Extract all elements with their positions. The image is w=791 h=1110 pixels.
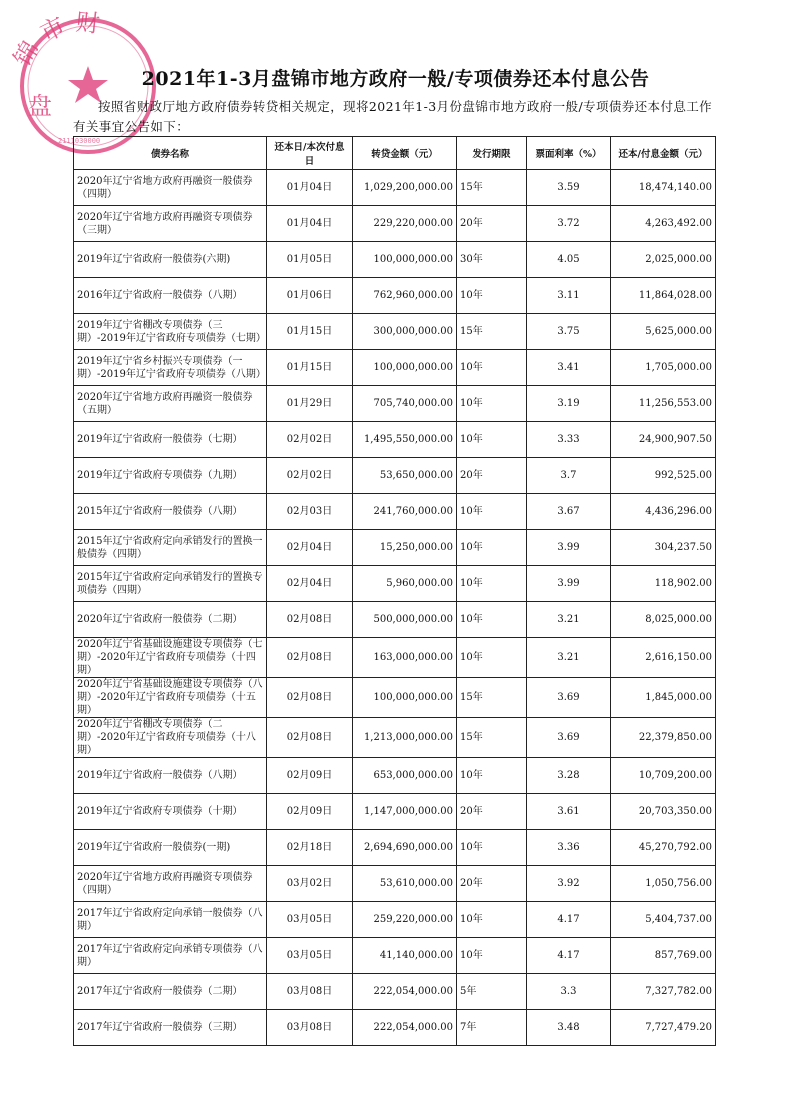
cell-rate: 3.48 [527, 1010, 611, 1046]
cell-bond-name: 2019年辽宁省政府一般债券（八期） [74, 758, 267, 794]
cell-date: 02月04日 [267, 530, 353, 566]
cell-bond-name: 2020年辽宁省地方政府再融资专项债券（三期） [74, 206, 267, 242]
cell-term: 5年 [457, 974, 527, 1010]
cell-payment: 5,625,000.00 [611, 314, 716, 350]
cell-date: 01月04日 [267, 170, 353, 206]
cell-payment: 18,474,140.00 [611, 170, 716, 206]
cell-payment: 5,404,737.00 [611, 902, 716, 938]
table-row [74, 278, 716, 314]
cell-payment: 11,864,028.00 [611, 278, 716, 314]
cell-rate: 3.99 [527, 566, 611, 602]
cell-term: 10年 [457, 830, 527, 866]
cell-bond-name: 2015年辽宁省政府一般债券（八期） [74, 494, 267, 530]
cell-payment: 1,050,756.00 [611, 866, 716, 902]
cell-rate: 3.72 [527, 206, 611, 242]
cell-term: 15年 [457, 314, 527, 350]
cell-date: 01月15日 [267, 350, 353, 386]
cell-payment: 857,769.00 [611, 938, 716, 974]
table-row [74, 974, 716, 1010]
cell-amount: 163,000,000.00 [353, 638, 457, 678]
header-amount: 转贷金额（元） [353, 137, 457, 170]
cell-term: 10年 [457, 350, 527, 386]
cell-amount: 100,000,000.00 [353, 242, 457, 278]
cell-payment: 11,256,553.00 [611, 386, 716, 422]
cell-date: 01月04日 [267, 206, 353, 242]
cell-amount: 259,220,000.00 [353, 902, 457, 938]
cell-payment: 24,900,907.50 [611, 422, 716, 458]
cell-date: 02月08日 [267, 718, 353, 758]
table-row [74, 530, 716, 566]
cell-amount: 500,000,000.00 [353, 602, 457, 638]
cell-rate: 3.36 [527, 830, 611, 866]
cell-bond-name: 2019年辽宁省政府一般债券(六期) [74, 242, 267, 278]
cell-date: 02月08日 [267, 678, 353, 718]
table-row [74, 386, 716, 422]
cell-amount: 1,147,000,000.00 [353, 794, 457, 830]
cell-bond-name: 2015年辽宁省政府定向承销发行的置换一般债券（四期） [74, 530, 267, 566]
cell-amount: 53,650,000.00 [353, 458, 457, 494]
cell-rate: 3.33 [527, 422, 611, 458]
table-row [74, 422, 716, 458]
cell-payment: 304,237.50 [611, 530, 716, 566]
table-row [74, 602, 716, 638]
cell-rate: 3.3 [527, 974, 611, 1010]
cell-rate: 3.61 [527, 794, 611, 830]
cell-amount: 41,140,000.00 [353, 938, 457, 974]
page-title: 2021年1-3月盘锦市地方政府一般/专项债券还本付息公告 [141, 68, 650, 90]
table-row [74, 242, 716, 278]
table-row [74, 758, 716, 794]
debt-table [73, 136, 716, 1046]
cell-payment: 2,025,000.00 [611, 242, 716, 278]
cell-rate: 3.41 [527, 350, 611, 386]
table-header-row [74, 137, 716, 170]
cell-bond-name: 2020年辽宁省地方政府再融资一般债券（四期） [74, 170, 267, 206]
cell-date: 02月09日 [267, 794, 353, 830]
cell-payment: 992,525.00 [611, 458, 716, 494]
cell-term: 10年 [457, 530, 527, 566]
header-date: 还本日/本次付息日 [267, 137, 353, 170]
cell-bond-name: 2019年辽宁省乡村振兴专项债券（一期）-2019年辽宁省政府专项债券（八期） [74, 350, 267, 386]
cell-payment: 7,727,479.20 [611, 1010, 716, 1046]
cell-payment: 8,025,000.00 [611, 602, 716, 638]
cell-term: 7年 [457, 1010, 527, 1046]
cell-amount: 1,029,200,000.00 [353, 170, 457, 206]
cell-term: 10年 [457, 422, 527, 458]
cell-payment: 4,436,296.00 [611, 494, 716, 530]
table-row [74, 938, 716, 974]
header-payment: 还本/付息金额（元） [611, 137, 716, 170]
cell-bond-name: 2020年辽宁省地方政府再融资一般债券（五期） [74, 386, 267, 422]
cell-term: 30年 [457, 242, 527, 278]
cell-amount: 1,213,000,000.00 [353, 718, 457, 758]
cell-term: 20年 [457, 866, 527, 902]
cell-amount: 100,000,000.00 [353, 350, 457, 386]
cell-date: 01月05日 [267, 242, 353, 278]
table-row [74, 494, 716, 530]
cell-amount: 100,000,000.00 [353, 678, 457, 718]
cell-amount: 762,960,000.00 [353, 278, 457, 314]
cell-date: 02月03日 [267, 494, 353, 530]
cell-bond-name: 2017年辽宁省政府定向承销专项债券（八期） [74, 938, 267, 974]
cell-rate: 4.05 [527, 242, 611, 278]
cell-date: 01月06日 [267, 278, 353, 314]
cell-payment: 22,379,850.00 [611, 718, 716, 758]
cell-bond-name: 2020年辽宁省基础设施建设专项债券（七期）-2020年辽宁省政府专项债券（十四期） [74, 638, 267, 678]
cell-rate: 3.69 [527, 678, 611, 718]
cell-term: 10年 [457, 758, 527, 794]
cell-date: 02月09日 [267, 758, 353, 794]
cell-amount: 229,220,000.00 [353, 206, 457, 242]
cell-bond-name: 2019年辽宁省政府一般债券（七期） [74, 422, 267, 458]
table-row [74, 458, 716, 494]
cell-amount: 241,760,000.00 [353, 494, 457, 530]
cell-payment: 20,703,350.00 [611, 794, 716, 830]
cell-term: 20年 [457, 206, 527, 242]
cell-amount: 1,495,550,000.00 [353, 422, 457, 458]
cell-date: 03月05日 [267, 902, 353, 938]
table-row [74, 830, 716, 866]
cell-bond-name: 2020年辽宁省棚改专项债券（二期）-2020年辽宁省政府专项债券（十八期） [74, 718, 267, 758]
cell-rate: 3.92 [527, 866, 611, 902]
cell-bond-name: 2016年辽宁省政府一般债券（八期） [74, 278, 267, 314]
table-row [74, 350, 716, 386]
cell-rate: 4.17 [527, 938, 611, 974]
seal-serial: 2111030000 [58, 137, 101, 145]
cell-amount: 222,054,000.00 [353, 1010, 457, 1046]
cell-payment: 1,845,000.00 [611, 678, 716, 718]
seal-text-side: 盘 [28, 92, 52, 120]
cell-payment: 2,616,150.00 [611, 638, 716, 678]
cell-payment: 118,902.00 [611, 566, 716, 602]
cell-bond-name: 2017年辽宁省政府一般债券（三期） [74, 1010, 267, 1046]
cell-date: 02月18日 [267, 830, 353, 866]
cell-date: 02月02日 [267, 458, 353, 494]
cell-term: 10年 [457, 386, 527, 422]
table-row [74, 1010, 716, 1046]
cell-rate: 3.59 [527, 170, 611, 206]
cell-rate: 3.7 [527, 458, 611, 494]
table-row [74, 170, 716, 206]
table-row [74, 566, 716, 602]
cell-amount: 5,960,000.00 [353, 566, 457, 602]
cell-date: 01月15日 [267, 314, 353, 350]
cell-payment: 7,327,782.00 [611, 974, 716, 1010]
cell-bond-name: 2015年辽宁省政府定向承销发行的置换专项债券（四期） [74, 566, 267, 602]
cell-date: 01月29日 [267, 386, 353, 422]
cell-bond-name: 2019年辽宁省政府一般债券(一期) [74, 830, 267, 866]
cell-date: 03月08日 [267, 974, 353, 1010]
cell-amount: 300,000,000.00 [353, 314, 457, 350]
table-row [74, 638, 716, 678]
cell-date: 03月02日 [267, 866, 353, 902]
cell-bond-name: 2017年辽宁省政府定向承销一般债券（八期） [74, 902, 267, 938]
cell-term: 10年 [457, 638, 527, 678]
cell-bond-name: 2017年辽宁省政府一般债券（二期） [74, 974, 267, 1010]
cell-payment: 45,270,792.00 [611, 830, 716, 866]
cell-rate: 3.67 [527, 494, 611, 530]
cell-payment: 10,709,200.00 [611, 758, 716, 794]
table-row [74, 206, 716, 242]
cell-date: 02月08日 [267, 638, 353, 678]
cell-term: 15年 [457, 678, 527, 718]
cell-bond-name: 2019年辽宁省政府专项债券（九期） [74, 458, 267, 494]
cell-amount: 222,054,000.00 [353, 974, 457, 1010]
cell-term: 15年 [457, 170, 527, 206]
intro-paragraph: 按照省财政厅地方政府债券转贷相关规定，现将2021年1-3月份盘锦市地方政府一般/专项债券还本付息工作有关事宜公告如下： [73, 99, 713, 134]
cell-amount: 705,740,000.00 [353, 386, 457, 422]
cell-rate: 3.19 [527, 386, 611, 422]
cell-bond-name: 2019年辽宁省棚改专项债券（三期）-2019年辽宁省政府专项债券（七期） [74, 314, 267, 350]
cell-term: 15年 [457, 718, 527, 758]
cell-bond-name: 2019年辽宁省政府专项债券（十期） [74, 794, 267, 830]
cell-payment: 1,705,000.00 [611, 350, 716, 386]
cell-amount: 653,000,000.00 [353, 758, 457, 794]
cell-rate: 3.21 [527, 602, 611, 638]
cell-date: 03月08日 [267, 1010, 353, 1046]
cell-amount: 53,610,000.00 [353, 866, 457, 902]
cell-term: 10年 [457, 494, 527, 530]
header-term: 发行期限 [457, 137, 527, 170]
table-row [74, 314, 716, 350]
cell-rate: 3.28 [527, 758, 611, 794]
cell-term: 10年 [457, 902, 527, 938]
cell-rate: 3.21 [527, 638, 611, 678]
cell-amount: 15,250,000.00 [353, 530, 457, 566]
cell-date: 02月04日 [267, 566, 353, 602]
cell-term: 10年 [457, 938, 527, 974]
table-row [74, 866, 716, 902]
cell-payment: 4,263,492.00 [611, 206, 716, 242]
cell-rate: 4.17 [527, 902, 611, 938]
cell-bond-name: 2020年辽宁省地方政府再融资专项债券（四期） [74, 866, 267, 902]
seal-text-top: 锦 市 财 [8, 7, 102, 72]
cell-bond-name: 2020年辽宁省基础设施建设专项债券（八期）-2020年辽宁省政府专项债券（十五期） [74, 678, 267, 718]
cell-term: 20年 [457, 794, 527, 830]
cell-rate: 3.75 [527, 314, 611, 350]
cell-amount: 2,694,690,000.00 [353, 830, 457, 866]
cell-term: 10年 [457, 602, 527, 638]
table-row [74, 794, 716, 830]
cell-date: 02月02日 [267, 422, 353, 458]
table-row [74, 718, 716, 758]
cell-term: 20年 [457, 458, 527, 494]
cell-term: 10年 [457, 566, 527, 602]
table-row [74, 902, 716, 938]
cell-bond-name: 2020年辽宁省政府一般债券（二期） [74, 602, 267, 638]
cell-rate: 3.11 [527, 278, 611, 314]
cell-term: 10年 [457, 278, 527, 314]
cell-rate: 3.69 [527, 718, 611, 758]
cell-rate: 3.99 [527, 530, 611, 566]
cell-date: 02月08日 [267, 602, 353, 638]
header-bond-name: 债券名称 [74, 137, 267, 170]
header-rate: 票面利率（%） [527, 137, 611, 170]
table-row [74, 678, 716, 718]
cell-date: 03月05日 [267, 938, 353, 974]
